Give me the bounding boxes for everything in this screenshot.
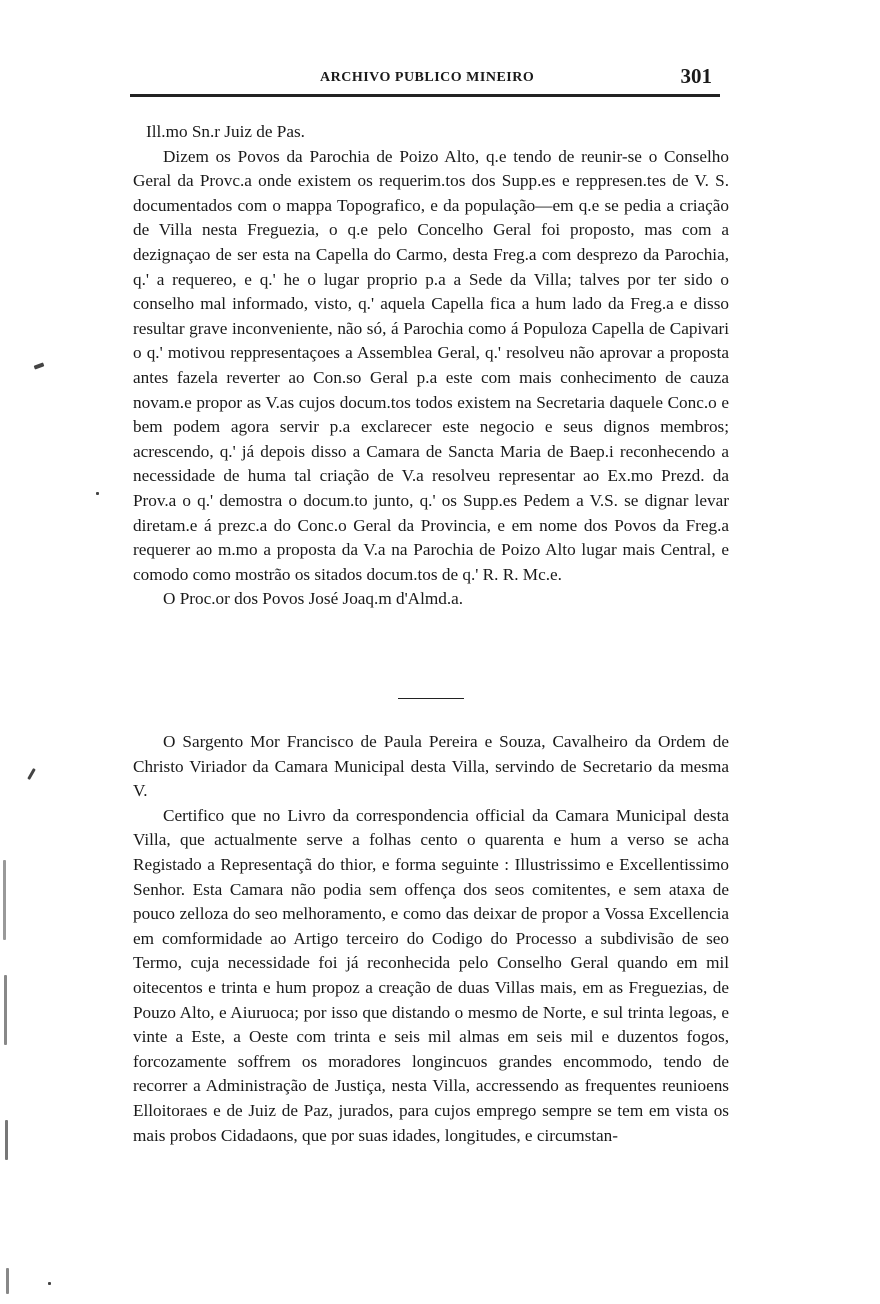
margin-mark xyxy=(6,1268,9,1294)
certificate-section xyxy=(133,730,729,1148)
petition-body: Dizem os Povos da Parochia de Poizo Alto, q.e tendo de reunir-se o Conselho Geral da Provc.a onde existem os requerim.tos dos Supp.es e reppresen.tes de V. S. documentados com o mappa Topografico, e da população—em q.e se pedia a criação de Villa nesta Freguezia, o q.e pelo Concelho Geral foi proposto, mas com a dezignaçao de ser esta na Capella do Carmo, desta Freg.a com desprezo da Parochia, q.' a requereo, e q.' he o lugar proprio p.a a Sede da Villa; talves por ter sido o conselho mal informado, visto, q.' aquela Capella fica a hum lado da Freg.a e disso resultar grave inconveniente, não só, á Parochia como á Populoza Capella de Capivari o q.' motivou reppresentaçoes a Assemblea Geral, q.' resolveu não aprovar a proposta antes fazela reverter ao Con.so Geral p.a este com mais conhecimento de cauza novam.e propor as V.as cujos docum.tos todos existem na Secretaria daquele Conc.o e bem podem agora servir p.a exclarecer este negocio e seus dignos membros; acrescendo, q.' já depois disso a Camara de Sancta Maria de Baep.i reconhecendo a necessidade de huma tal criação de V.a resolveu representar ao Ex.mo Prezd. da Prov.a o q.' demostra o docum.to junto, q.' os Supp.es Pedem a V.S. se dignar levar diretam.e á prezc.a do Conc.o Geral da Provincia, e em nome dos Povos da Freg.a requerer ao m.mo a proposta da V.a na Parochia de Poizo Alto lugar mais Central, e comodo como mostrão os sitados docum.tos de q.' R. R. Mc.e. xyxy=(133,146,729,584)
section-separator xyxy=(398,698,464,699)
header-rule xyxy=(130,94,720,97)
running-title: ARCHIVO PUBLICO MINEIRO xyxy=(320,70,535,85)
certificate-intro: O Sargento Mor Francisco de Paula Pereira e Souza, Cavalheiro da Ordem de Christo Viriador da Camara Municipal desta Villa, servindo de Secretario da mesma V. xyxy=(133,732,729,801)
margin-mark xyxy=(3,860,6,940)
margin-mark xyxy=(5,1120,8,1160)
signature-line: O Proc.or dos Povos José Joaq.m d'Almd.a. xyxy=(163,589,464,609)
certificate-body: Certifico que no Livro da correspondencia official da Camara Municipal desta Villa, que actualmente serve a folhas cento o quarenta e hum a verso se acha Registado a Representaçã do thior, e forma seguinte : Illustrissimo e Excellentissimo Senhor. Esta Camara não podia sem offença dos seos comitentes, e sem ataxa de pouco zelloza do seo melhoramento, e como das deixar de propor a Vossa Excellencia em comformidade ao Artigo terceiro do Codigo do Processo a subdivisão de seo Termo, cuja necessidade foi já reconhecida pelo Conselho Geral quando em mil oitecentos e trinta e hum propoz a creação de duas Villas mais, em as Freguezias, de Pouzo Alto, e Aiuruoca; por isso que distando o mesmo de Norte, e sul trinta legoas, e vinte a Este, a Oeste com trinta e seis mil almas em seis mil e duzentos fogos, forcozamente soffrem os moradores longincuos grandes encommodo, tendo de recorrer a Administração de Justiça, nesta Villa, accressendo as frequentes reunioens Elloitoraes e de Juiz de Paz, jurados, para cujos emprego sempre se tem em vista os mais probos Cidadaons, que por suas idades, longitudes, e circumstan- xyxy=(133,805,729,1145)
margin-mark xyxy=(4,975,7,1045)
margin-mark xyxy=(34,362,45,369)
margin-mark xyxy=(27,768,36,780)
running-head xyxy=(130,64,720,98)
salutation: Ill.mo Sn.r Juiz de Pas. xyxy=(146,122,305,141)
page-number: 301 xyxy=(680,64,712,88)
petition-letter xyxy=(133,120,729,612)
margin-mark xyxy=(96,492,99,495)
margin-mark xyxy=(48,1282,51,1285)
